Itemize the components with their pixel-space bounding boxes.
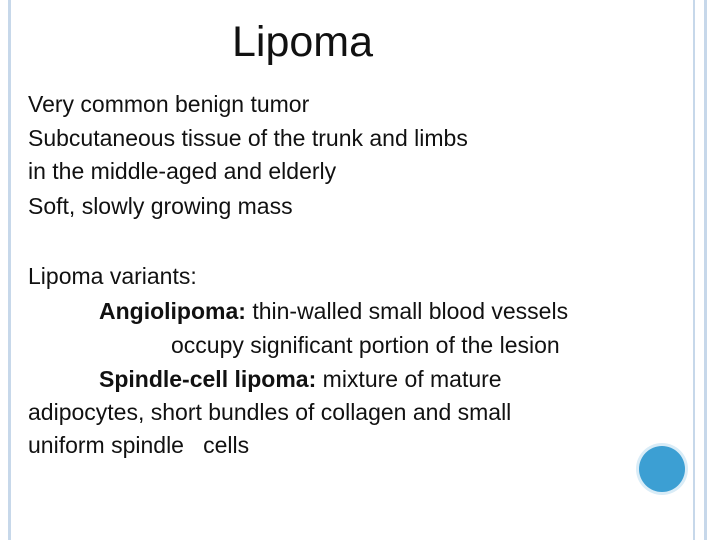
spindle-description: mixture of mature [316, 366, 502, 392]
bullet-line-2: Subcutaneous tissue of the trunk and limbs [28, 125, 468, 151]
variants-heading: Lipoma variants: [28, 263, 197, 289]
spindle-line-3: uniform spindle cells [28, 432, 250, 458]
spindle-line-2: adipocytes, short bundles of collagen and small [28, 399, 512, 425]
bullet-line-1: Very common benign tumor [28, 91, 310, 117]
slide-frame-right-border [693, 0, 695, 540]
decorative-circle [639, 446, 685, 492]
bullet-line-3: in the middle-aged and elderly [28, 158, 337, 184]
slide-frame-right-border-inner [704, 0, 707, 540]
angiolipoma-description: thin-walled small blood vessels [245, 298, 569, 324]
angiolipoma-line-2: occupy significant portion of the lesion [171, 332, 560, 358]
angiolipoma-line-1 [99, 297, 568, 325]
bullet-line-4: Soft, slowly growing mass [28, 193, 293, 219]
spindle-term: Spindle-cell lipoma: [99, 366, 317, 392]
spindle-line-1 [99, 365, 502, 393]
slide-title: Lipoma [232, 18, 374, 66]
slide-frame-left-border [8, 0, 11, 540]
angiolipoma-term: Angiolipoma: [99, 298, 246, 324]
